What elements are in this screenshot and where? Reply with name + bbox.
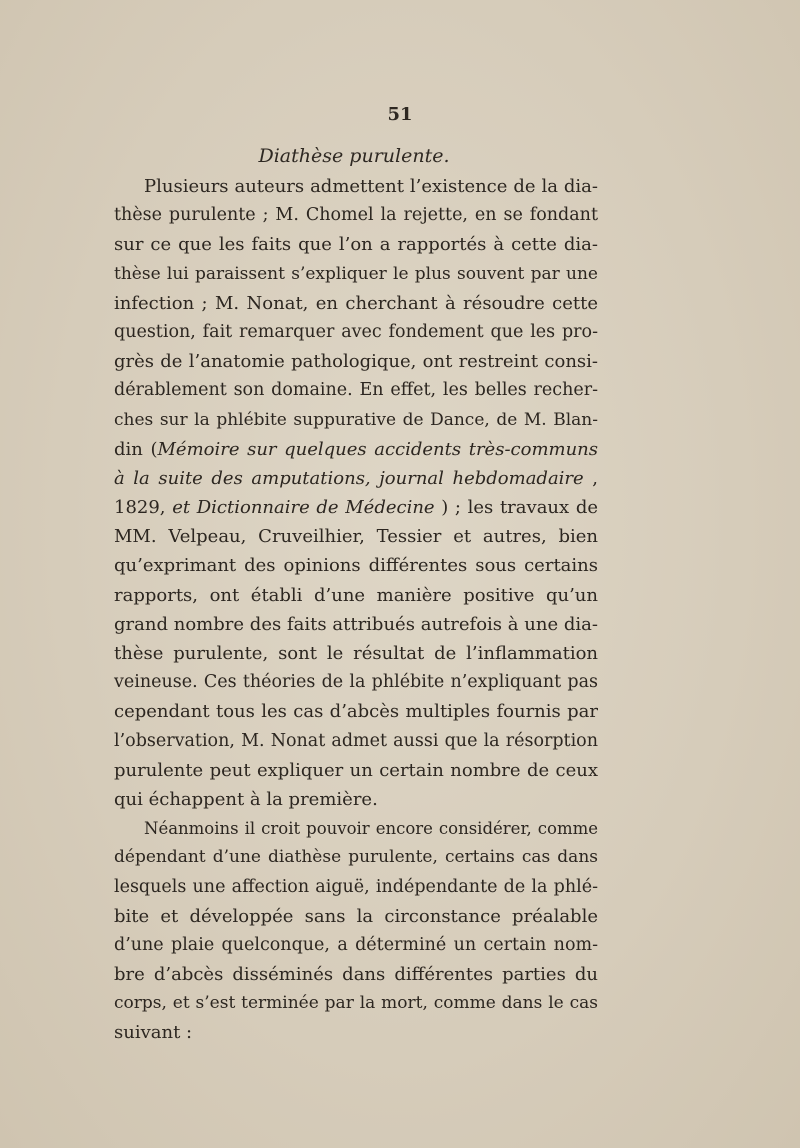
section-title: Diathèse purulente. [258, 145, 450, 167]
text-line [114, 989, 598, 1018]
text: question, fait remarquer avec fondement que les pro- [114, 321, 598, 342]
paragraph [114, 814, 598, 1048]
text-line [114, 406, 598, 435]
text: bre d’abcès disséminés dans différentes parties du [114, 964, 598, 986]
text: d’une plaie quelconque, a déterminé un certain nom- [114, 934, 598, 955]
text-line [114, 668, 598, 697]
text-line [114, 697, 598, 726]
text-line [114, 230, 598, 259]
text: grès de l’anatomie pathologique, ont restreint consi- [114, 351, 598, 373]
text: MM. Velpeau, Cruveilhier, Tessier et autres, bien [114, 526, 598, 548]
text: thèse purulente, sont le résultat de l’inflammation [114, 643, 598, 664]
page-number: 51 [387, 104, 413, 125]
text: dépendant d’une diathèse purulente, certains cas dans [114, 847, 598, 868]
text: lesquels une affection aiguë, indépendante de la phlé- [114, 876, 598, 897]
text-line [114, 727, 598, 756]
text: qu’exprimant des opinions différentes sous certains [114, 555, 598, 577]
text: rapports, ont établi d’une manière positive qu’un [114, 584, 598, 606]
text-line [114, 610, 598, 639]
text: ches sur la phlébite suppurative de Dance, de M. Blan- [114, 409, 598, 430]
text: sur ce que les faits que l’on a rapportés à cette dia- [114, 234, 598, 256]
text-line [114, 289, 598, 318]
text: bite et développée sans la circonstance préalable [114, 905, 598, 927]
text-line [114, 318, 598, 347]
text-line [114, 1018, 598, 1047]
text: l’observation, M. Nonat admet aussi que la résorption [114, 730, 598, 751]
text-line [114, 464, 598, 493]
text-line [114, 376, 598, 405]
text: cependant tous les cas d’abcès multiples fournis par [114, 701, 598, 723]
text: grand nombre des faits attribués autrefois à une dia- [114, 613, 598, 635]
text: thèse lui paraissent s’expliquer le plus souvent par une [114, 263, 598, 284]
text-line [114, 522, 598, 551]
text: infection ; M. Nonat, en cherchant à résoudre cette [114, 292, 598, 314]
text-line [114, 551, 598, 580]
italic-text: à la suite des amputations, journal hebdomadaire [114, 467, 584, 489]
text: qui échappent à la première. [114, 788, 378, 810]
text-line [114, 814, 598, 843]
text: veineuse. Ces théories de la phlébite n’expliquant pas [114, 672, 598, 693]
text: din ( [114, 438, 158, 460]
text: Néanmoins il croit pouvoir encore considérer, comme [144, 819, 598, 839]
text-line [114, 960, 598, 989]
text-line [114, 435, 598, 464]
text: ) ; les travaux de [434, 497, 598, 519]
text-line [114, 902, 598, 931]
text-line [114, 201, 598, 230]
text-line [114, 172, 598, 201]
text: dérablement son domaine. En effet, les belles recher- [114, 380, 598, 401]
text-line [114, 493, 598, 522]
text-line [114, 639, 598, 668]
text-line [114, 581, 598, 610]
text-line [114, 347, 598, 376]
text: , [583, 467, 598, 489]
text: thèse purulente ; M. Chomel la rejette, en se fondant [114, 205, 598, 226]
text-line [114, 756, 598, 785]
text-line [114, 931, 598, 960]
paragraph [114, 172, 598, 814]
italic-text: et Dictionnaire de Médecine [172, 497, 435, 519]
text-line [114, 873, 598, 902]
text: 1829, [114, 497, 173, 519]
body-text [114, 172, 598, 1048]
text-line [114, 260, 598, 289]
italic-text: Mémoire sur quelques accidents très-communs [157, 438, 599, 460]
text-line [114, 843, 598, 872]
text: suivant : [114, 1022, 193, 1044]
text: corps, et s’est terminée par la mort, comme dans le cas [114, 993, 598, 1014]
text: purulente peut expliquer un certain nombre de ceux [114, 759, 598, 781]
text-line [114, 785, 598, 814]
text: Plusieurs auteurs admettent l’existence de la dia- [144, 176, 598, 197]
